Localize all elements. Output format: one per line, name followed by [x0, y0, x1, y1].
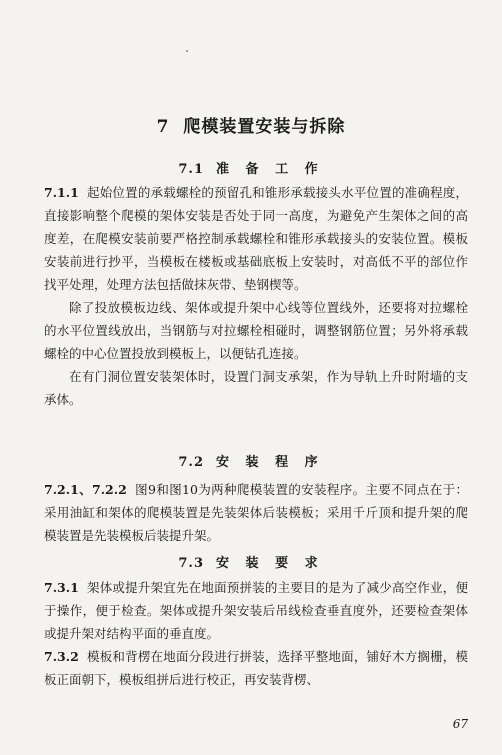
section-title-text: 安 装 要 求 [216, 556, 324, 571]
clause-number: 7.3.2 [44, 649, 79, 664]
clause-paragraph [44, 576, 468, 645]
chapter-number: 7 [156, 117, 170, 137]
section-title-7-2 [0, 451, 502, 470]
page-number: 67 [452, 717, 468, 731]
clause-paragraph [44, 645, 468, 691]
paragraph: 在有门洞位置安装架体时，设置门洞支承架，作为导轨上升时附墙的支承体。 [44, 369, 468, 407]
paragraph: 除了投放模板边线、架体或提升架中心线等位置线外，还要将对拉螺栓的水平位置线放出，当钢筋与对拉螺栓相碰时，调整钢筋位置；另外将承载螺栓的中心位置投放到模板上，以便钻孔连接。 [44, 300, 468, 361]
clause-text: 图9和图10为两种爬模装置的安装程序。主要不同点在于：采用油缸和架体的爬模装置是先装架体后装模板；采用千斤顶和提升架的爬模装置是先装模板后装提升架。 [44, 482, 468, 543]
section-number: 7.1 [178, 162, 205, 177]
section-title-text: 安 装 程 序 [216, 455, 324, 470]
chapter-title [0, 112, 502, 137]
section-title-text: 准 备 工 作 [216, 162, 324, 177]
section-title-7-3 [0, 552, 502, 571]
clause-paragraph [44, 181, 468, 296]
speck [186, 50, 188, 52]
clause-number: 7.3.1 [44, 580, 79, 595]
clause-7-1-1 [44, 181, 468, 411]
section-title-7-1 [0, 158, 502, 177]
clause-number: 7.2.1、7.2.2 [44, 482, 127, 497]
chapter-title-text: 爬模装置安装与拆除 [183, 117, 346, 137]
clause-7-2-1 [44, 478, 468, 547]
clause-number: 7.1.1 [44, 185, 79, 200]
section-number: 7.2 [178, 455, 205, 470]
clause-text: 架体或提升架宜先在地面预拼装的主要目的是为了减少高空作业，便于操作，便于检查。架体或提升架安装后吊线检查垂直度外，还要检查架体或提升架对结构平面的垂直度。 [44, 580, 468, 641]
clause-text: 起始位置的承载螺栓的预留孔和锥形承载接头水平位置的准确程度，直接影响整个爬模的架体安装是否处于同一高度，为避免产生架体之间的高度差，在爬模安装前要严格控制承载螺栓和锥形承载接头的安装位置。模板安装前进行抄平，当模板在楼板或基础底板上安装时，对高低不平的部位作找平处理，处理方法包括做抹灰带、垫钢楔等。 [44, 185, 468, 292]
clause-text: 模板和背楞在地面分段进行拼装，选择平整地面，铺好木方搁栅，模板正面朝下，模板组拼后进行校正，再安装背楞、 [44, 649, 468, 687]
clause-7-3-1 [44, 576, 468, 691]
section-number: 7.3 [178, 556, 205, 571]
